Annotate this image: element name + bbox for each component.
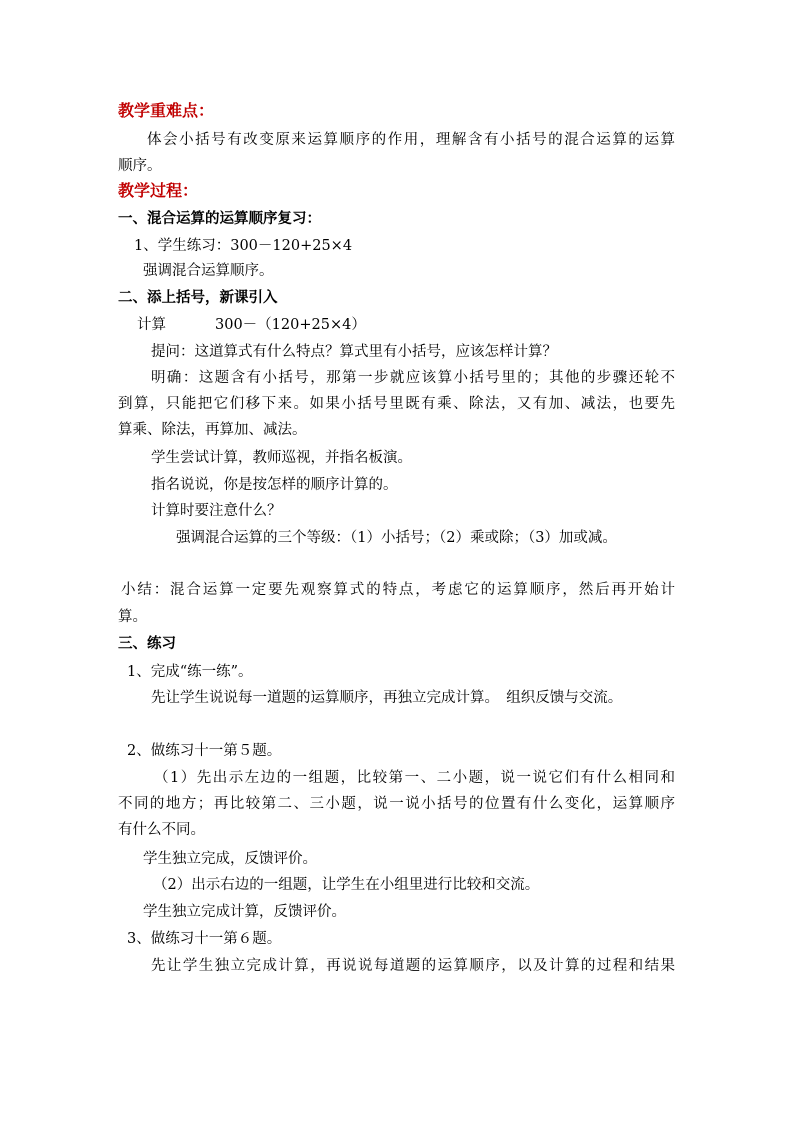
- section2-calc-label: 计算: [137, 317, 166, 333]
- section3-item1-detail: 先让学生说说每一道题的运算顺序，再独立完成计算。 组织反馈与交流。: [151, 690, 623, 706]
- section3-item3-detail: 先让学生独立完成计算，再说说每道题的运算顺序，以及计算的过程和结果: [151, 958, 675, 974]
- section2-attention: 计算时要注意什么？: [151, 503, 282, 519]
- summary-line-2: 算。: [118, 609, 147, 625]
- section2-question: 提问：这道算式有什么特点？算式里有小括号，应该怎样计算？: [151, 344, 557, 360]
- section2-clarify-line-3: 算乘、除法，再算加、减法。: [118, 422, 307, 438]
- section3-item2-part1-line-1: （1）先出示左边的一组题，比较第一、二小题，说一说它们有什么相同和: [154, 770, 675, 786]
- section2-clarify-line-1: 明确：这题含有小括号，那第一步就应该算小括号里的；其他的步骤还轮不: [151, 370, 675, 386]
- section3-item1: 1、完成“练一练”。: [127, 664, 253, 680]
- section2-levels: 强调混合运算的三个等级：（1）小括号；（2）乘或除；（3）加或减。: [176, 530, 617, 546]
- section3-item2-part2: （2）出示右边的一组题，让学生在小组里进行比较和交流。: [153, 877, 540, 893]
- section1-note: 强调混合运算顺序。: [143, 263, 274, 279]
- section2-calc-expression: 300－（120+25×4）: [215, 317, 366, 333]
- section3-item3: 3、做练习十一第６题。: [127, 931, 282, 947]
- section2-clarify-line-2: 到算，只能把它们移下来。如果小括号里既有乘、除法，又有加、减法，也要先: [118, 396, 675, 412]
- section3-item2-part1-line-2: 不同的地方；再比较第二、三小题，说一说小括号的位置有什么变化，运算顺序: [118, 796, 675, 812]
- section3-title: 三、练习: [118, 635, 176, 652]
- key-points-line-1: 体会小括号有改变原来运算顺序的作用，理解含有小括号的混合运算的运算: [147, 132, 675, 148]
- key-points-line-2: 顺序。: [118, 158, 162, 174]
- section3-item2-part1-feedback: 学生独立完成，反馈评价。: [143, 851, 317, 867]
- section3-item2-part2-feedback: 学生独立完成计算，反馈评价。: [143, 904, 346, 920]
- section2-title: 二、添上括号，新课引入: [118, 289, 278, 306]
- section3-item2-part1-line-3: 有什么不同。: [118, 822, 205, 838]
- section2-try: 学生尝试计算，教师巡视，并指名板演。: [151, 450, 412, 466]
- heading-key-points: 教学重难点：: [118, 101, 215, 120]
- section1-title: 一、混合运算的运算顺序复习：: [118, 210, 321, 227]
- section1-item1: 1、学生练习：300－120+25×4: [134, 238, 353, 254]
- summary-line-1: 小结：混合运算一定要先观察算式的特点，考虑它的运算顺序，然后再开始计: [121, 582, 675, 598]
- section2-explain: 指名说说，你是按怎样的顺序计算的。: [151, 477, 398, 493]
- heading-process: 教学过程：: [118, 181, 199, 200]
- section3-item2: 2、做练习十一第５题。: [127, 743, 282, 759]
